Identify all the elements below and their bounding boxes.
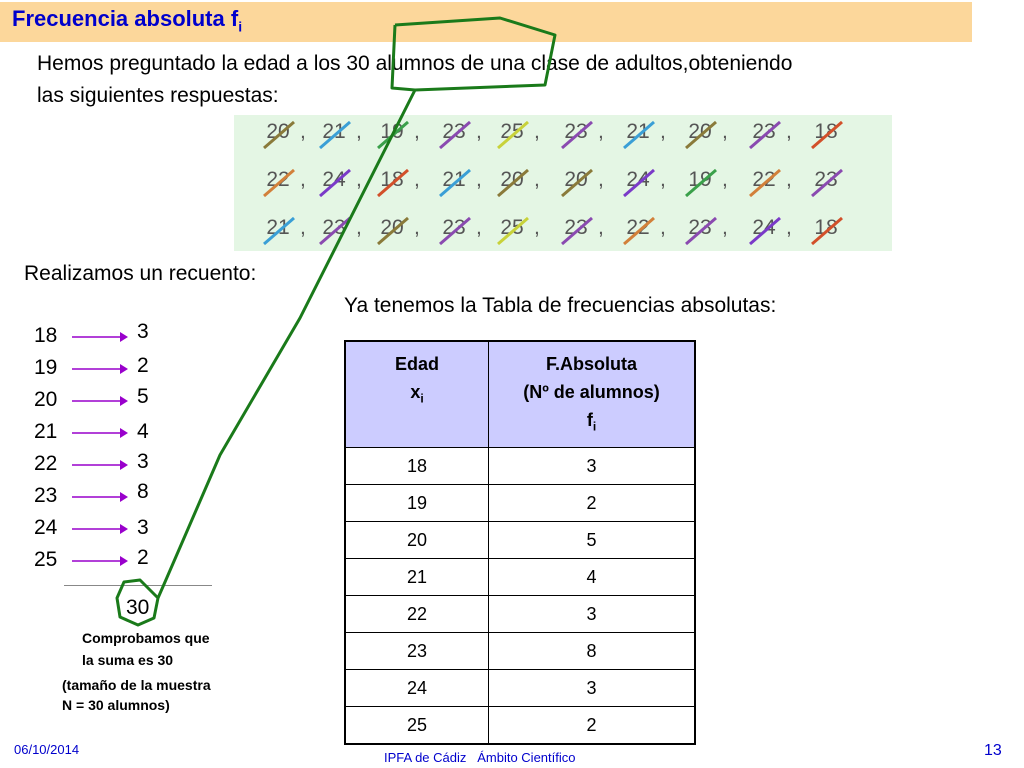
- recount-frequency: 3: [137, 320, 149, 343]
- recount-frequency: 2: [137, 354, 149, 377]
- sample-note-1: (tamaño de la muestra: [62, 677, 211, 693]
- separator: ,: [722, 120, 728, 143]
- separator: ,: [534, 216, 540, 239]
- table-intro: Ya tenemos la Tabla de frecuencias absolutas:: [344, 294, 777, 317]
- separator: ,: [660, 216, 666, 239]
- page-number: 13: [984, 742, 1002, 759]
- separator: ,: [300, 216, 306, 239]
- separator: ,: [300, 168, 306, 191]
- cell-age: 21: [345, 559, 489, 596]
- response-value: 20: [380, 216, 404, 239]
- cell-frequency: 4: [489, 559, 696, 596]
- response-value: 23: [688, 216, 712, 239]
- recount-label: Realizamos un recuento:: [24, 262, 257, 285]
- separator: ,: [534, 168, 540, 191]
- recount-age: 23: [34, 484, 58, 507]
- response-value: 23: [564, 216, 588, 239]
- separator: ,: [598, 120, 604, 143]
- cell-frequency: 5: [489, 522, 696, 559]
- cell-frequency: 3: [489, 448, 696, 485]
- cell-frequency: 8: [489, 633, 696, 670]
- response-value: 18: [814, 216, 838, 239]
- recount-age: 25: [34, 548, 58, 571]
- separator: ,: [786, 216, 792, 239]
- response-value: 20: [688, 120, 712, 143]
- separator: ,: [660, 120, 666, 143]
- check-note-1: Comprobamos que: [82, 630, 210, 646]
- cell-frequency: 3: [489, 596, 696, 633]
- recount-age: 22: [34, 452, 58, 475]
- highlight-stroke-start: [392, 25, 415, 90]
- cell-age: 19: [345, 485, 489, 522]
- intro-line-1: Hemos preguntado la edad a los 30 alumnos de una clase de adultos,obteniendo: [37, 52, 793, 75]
- recount-age: 19: [34, 356, 58, 379]
- response-value: 19: [688, 168, 712, 191]
- response-value: 23: [442, 216, 466, 239]
- cell-age: 20: [345, 522, 489, 559]
- separator: ,: [414, 120, 420, 143]
- response-value: 21: [322, 120, 346, 143]
- response-value: 18: [380, 168, 404, 191]
- separator: ,: [356, 120, 362, 143]
- separator: ,: [414, 216, 420, 239]
- intro-line-2: las siguientes respuestas:: [37, 84, 279, 107]
- footer-date: 06/10/2014: [14, 742, 80, 757]
- separator: ,: [476, 120, 482, 143]
- response-value: 21: [266, 216, 290, 239]
- recount-age: 18: [34, 324, 58, 347]
- separator: ,: [356, 216, 362, 239]
- separator: ,: [476, 216, 482, 239]
- separator: ,: [786, 168, 792, 191]
- response-value: 21: [442, 168, 466, 191]
- separator: ,: [598, 216, 604, 239]
- cell-age: 24: [345, 670, 489, 707]
- response-value: 25: [500, 216, 524, 239]
- recount-frequency: 3: [137, 450, 149, 473]
- cell-age: 23: [345, 633, 489, 670]
- cell-frequency: 3: [489, 670, 696, 707]
- response-value: 18: [814, 120, 838, 143]
- response-value: 24: [322, 168, 346, 191]
- response-value: 23: [564, 120, 588, 143]
- sample-note-2: N = 30 alumnos): [62, 697, 170, 713]
- cell-age: 22: [345, 596, 489, 633]
- separator: ,: [300, 120, 306, 143]
- response-value: 22: [752, 168, 776, 191]
- header-age: Edad $x_i$: [345, 341, 489, 448]
- check-note-2: la suma es 30: [82, 652, 174, 668]
- response-value: 23: [322, 216, 346, 239]
- response-value: 24: [752, 216, 776, 239]
- response-value: 23: [752, 120, 776, 143]
- response-value: 23: [814, 168, 838, 191]
- sum-value: 30: [126, 596, 150, 619]
- response-value: 19: [380, 120, 404, 143]
- recount-frequency: 8: [137, 480, 149, 503]
- cell-frequency: 2: [489, 485, 696, 522]
- response-value: 25: [500, 120, 524, 143]
- cell-age: 25: [345, 707, 489, 745]
- header-frequency: F.Absoluta (Nº de alumnos) $f_i$: [489, 341, 696, 448]
- slide-title: Frecuencia absoluta $f_i$: [12, 6, 243, 35]
- cell-frequency: 2: [489, 707, 696, 745]
- separator: ,: [356, 168, 362, 191]
- highlight-stroke: [117, 18, 555, 625]
- separator: ,: [722, 168, 728, 191]
- separator: ,: [660, 168, 666, 191]
- response-value: 24: [626, 168, 650, 191]
- separator: ,: [786, 120, 792, 143]
- separator: ,: [534, 120, 540, 143]
- footer-center: IPFA de Cádiz Ámbito Científico: [384, 750, 576, 765]
- recount-age: 24: [34, 516, 58, 539]
- response-value: 23: [442, 120, 466, 143]
- response-value: 20: [266, 120, 290, 143]
- recount-age: 20: [34, 388, 58, 411]
- response-value: 20: [564, 168, 588, 191]
- recount-frequency: 4: [137, 420, 149, 443]
- cell-age: 18: [345, 448, 489, 485]
- response-value: 22: [266, 168, 290, 191]
- recount-frequency: 5: [137, 385, 149, 408]
- recount-frequency: 2: [137, 546, 149, 569]
- recount-frequency: 3: [137, 516, 149, 539]
- separator: ,: [722, 216, 728, 239]
- separator: ,: [414, 168, 420, 191]
- response-value: 22: [626, 216, 650, 239]
- separator: ,: [476, 168, 482, 191]
- response-value: 20: [500, 168, 524, 191]
- recount-age: 21: [34, 420, 58, 443]
- separator: ,: [598, 168, 604, 191]
- response-value: 21: [626, 120, 650, 143]
